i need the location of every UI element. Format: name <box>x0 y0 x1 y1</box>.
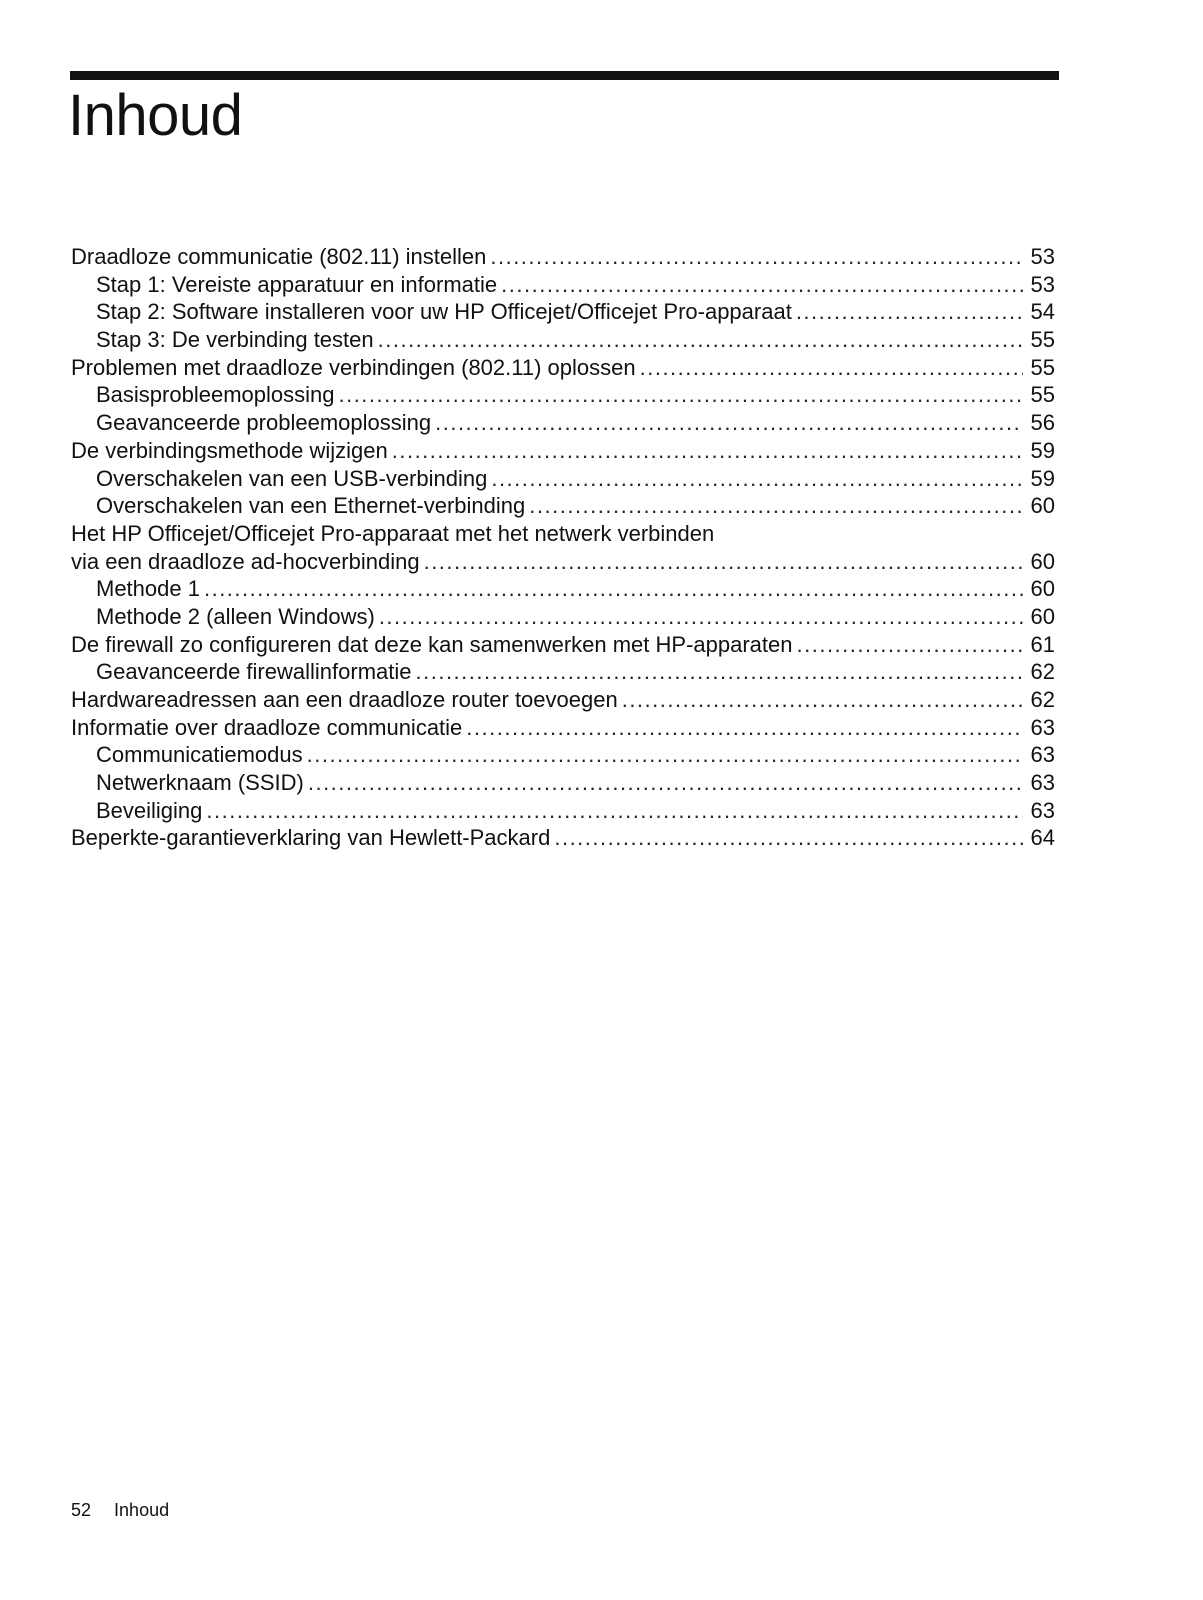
toc-entry[interactable] <box>71 631 1055 659</box>
toc-entry-page-number: 63 <box>1030 742 1055 768</box>
toc-entry-label: Beperkte-garantieverklaring van Hewlett-Packard <box>71 825 551 851</box>
toc-entry-page-number: 60 <box>1030 576 1055 602</box>
toc-entry[interactable] <box>71 492 1055 520</box>
toc-dot-leader <box>308 769 1023 797</box>
toc-entry-label: Stap 2: Software installeren voor uw HP Officejet/Officejet Pro-apparaat <box>96 299 792 325</box>
toc-entry[interactable] <box>71 769 1055 797</box>
toc-entry-label: Overschakelen van een Ethernet-verbinding <box>96 493 526 519</box>
toc-entry[interactable] <box>71 575 1055 603</box>
toc-entry-page-number: 60 <box>1030 548 1055 574</box>
toc-dot-leader <box>796 298 1023 326</box>
toc-entry-label: Overschakelen van een USB-verbinding <box>96 465 488 491</box>
toc-dot-leader <box>378 326 1023 354</box>
toc-dot-leader <box>424 548 1023 576</box>
toc-dot-leader <box>501 271 1023 299</box>
toc-entry-page-number: 54 <box>1030 299 1055 325</box>
toc-dot-leader <box>466 714 1023 742</box>
toc-entry-label: Methode 2 (alleen Windows) <box>96 603 375 629</box>
toc-entry-page-number: 60 <box>1030 603 1055 629</box>
footer-section-title: Inhoud <box>114 1500 170 1520</box>
toc-entry-label: via een draadloze ad-hocverbinding <box>71 548 420 574</box>
toc-entry-label: Stap 3: De verbinding testen <box>96 327 374 353</box>
toc-dot-leader <box>491 465 1023 493</box>
toc-entry-label: Methode 1 <box>96 576 200 602</box>
toc-dot-leader <box>338 381 1023 409</box>
toc-entry[interactable] <box>71 381 1055 409</box>
toc-entry-label: Stap 1: Vereiste apparatuur en informatie <box>96 271 498 297</box>
toc-entry[interactable] <box>71 686 1055 714</box>
toc-entry-page-number: 61 <box>1030 631 1055 657</box>
toc-dot-leader <box>622 686 1023 714</box>
toc-entry-label: De firewall zo configureren dat deze kan samenwerken met HP-apparaten <box>71 631 793 657</box>
toc-entry-page-number: 63 <box>1030 714 1055 740</box>
toc-entry[interactable] <box>71 658 1055 686</box>
toc-entry-label: Hardwareadressen aan een draadloze router toevoegen <box>71 687 618 712</box>
toc-entry[interactable] <box>71 437 1055 465</box>
toc-dot-leader <box>554 824 1023 852</box>
toc-entry[interactable] <box>71 243 1055 271</box>
toc-entry[interactable] <box>71 298 1055 326</box>
toc-entry-label: De verbindingsmethode wijzigen <box>71 437 388 463</box>
toc-entry-page-number: 60 <box>1030 493 1055 519</box>
toc-entry-page-number: 55 <box>1030 382 1055 408</box>
toc-dot-leader <box>379 603 1023 631</box>
toc-entry-page-number: 63 <box>1030 770 1055 796</box>
toc-entry-label: Basisprobleemoplossing <box>96 382 335 408</box>
toc-entry-page-number: 59 <box>1030 465 1055 491</box>
toc-entry[interactable] <box>71 603 1055 631</box>
toc-dot-leader <box>307 741 1023 769</box>
toc-entry[interactable] <box>71 714 1055 742</box>
toc-dot-leader <box>797 631 1024 659</box>
toc-dot-leader <box>392 437 1023 465</box>
toc-entry-page-number: 53 <box>1030 271 1055 297</box>
toc-entry-label: Geavanceerde probleemoplossing <box>96 410 432 436</box>
toc-entry-page-number: 64 <box>1030 825 1055 851</box>
toc-dot-leader <box>640 354 1023 382</box>
toc-entry[interactable] <box>71 824 1055 852</box>
toc-entry[interactable] <box>71 797 1055 825</box>
toc-entry-label: Problemen met draadloze verbindingen (802.11) oplossen <box>71 354 636 380</box>
toc-entry-page-number: 56 <box>1030 410 1055 436</box>
toc-dot-leader <box>435 409 1023 437</box>
toc-entry-label: Draadloze communicatie (802.11) instellen <box>71 244 487 269</box>
toc-dot-leader <box>206 797 1023 825</box>
toc-entry-label: Geavanceerde firewallinformatie <box>96 659 412 685</box>
toc-entry-label: Communicatiemodus <box>96 742 303 768</box>
page-footer <box>71 1498 169 1522</box>
toc-entry[interactable] <box>71 548 1055 576</box>
toc-entry-page-number: 55 <box>1030 354 1055 380</box>
toc-entry-label: Beveiliging <box>96 797 203 823</box>
toc-entry[interactable] <box>71 326 1055 354</box>
toc-dot-leader <box>529 492 1023 520</box>
toc-entry[interactable] <box>71 271 1055 299</box>
toc-entry-page-number: 62 <box>1030 659 1055 685</box>
toc-entry-label: Het HP Officejet/Officejet Pro-apparaat met het netwerk verbinden <box>71 520 715 546</box>
toc-entry[interactable] <box>71 741 1055 769</box>
toc-entry-page-number: 55 <box>1030 327 1055 353</box>
toc-dot-leader <box>490 243 1023 271</box>
header-rule <box>70 71 1059 80</box>
toc-entry-page-number: 53 <box>1030 244 1055 269</box>
footer-page-number: 52 <box>71 1500 92 1520</box>
toc-entry-label: Netwerknaam (SSID) <box>96 770 304 796</box>
toc-entry[interactable] <box>71 520 1055 548</box>
toc-entry[interactable] <box>71 465 1055 493</box>
toc-entry-label: Informatie over draadloze communicatie <box>71 714 463 740</box>
page-title: Inhoud <box>68 83 243 148</box>
toc-dot-leader <box>204 575 1023 603</box>
toc-entry[interactable] <box>71 409 1055 437</box>
toc-entry-page-number: 63 <box>1030 797 1055 823</box>
toc-entry-page-number: 59 <box>1030 437 1055 463</box>
table-of-contents <box>71 243 1055 852</box>
toc-entry-page-number: 62 <box>1030 687 1055 712</box>
toc-entry[interactable] <box>71 354 1055 382</box>
toc-dot-leader <box>416 658 1024 686</box>
